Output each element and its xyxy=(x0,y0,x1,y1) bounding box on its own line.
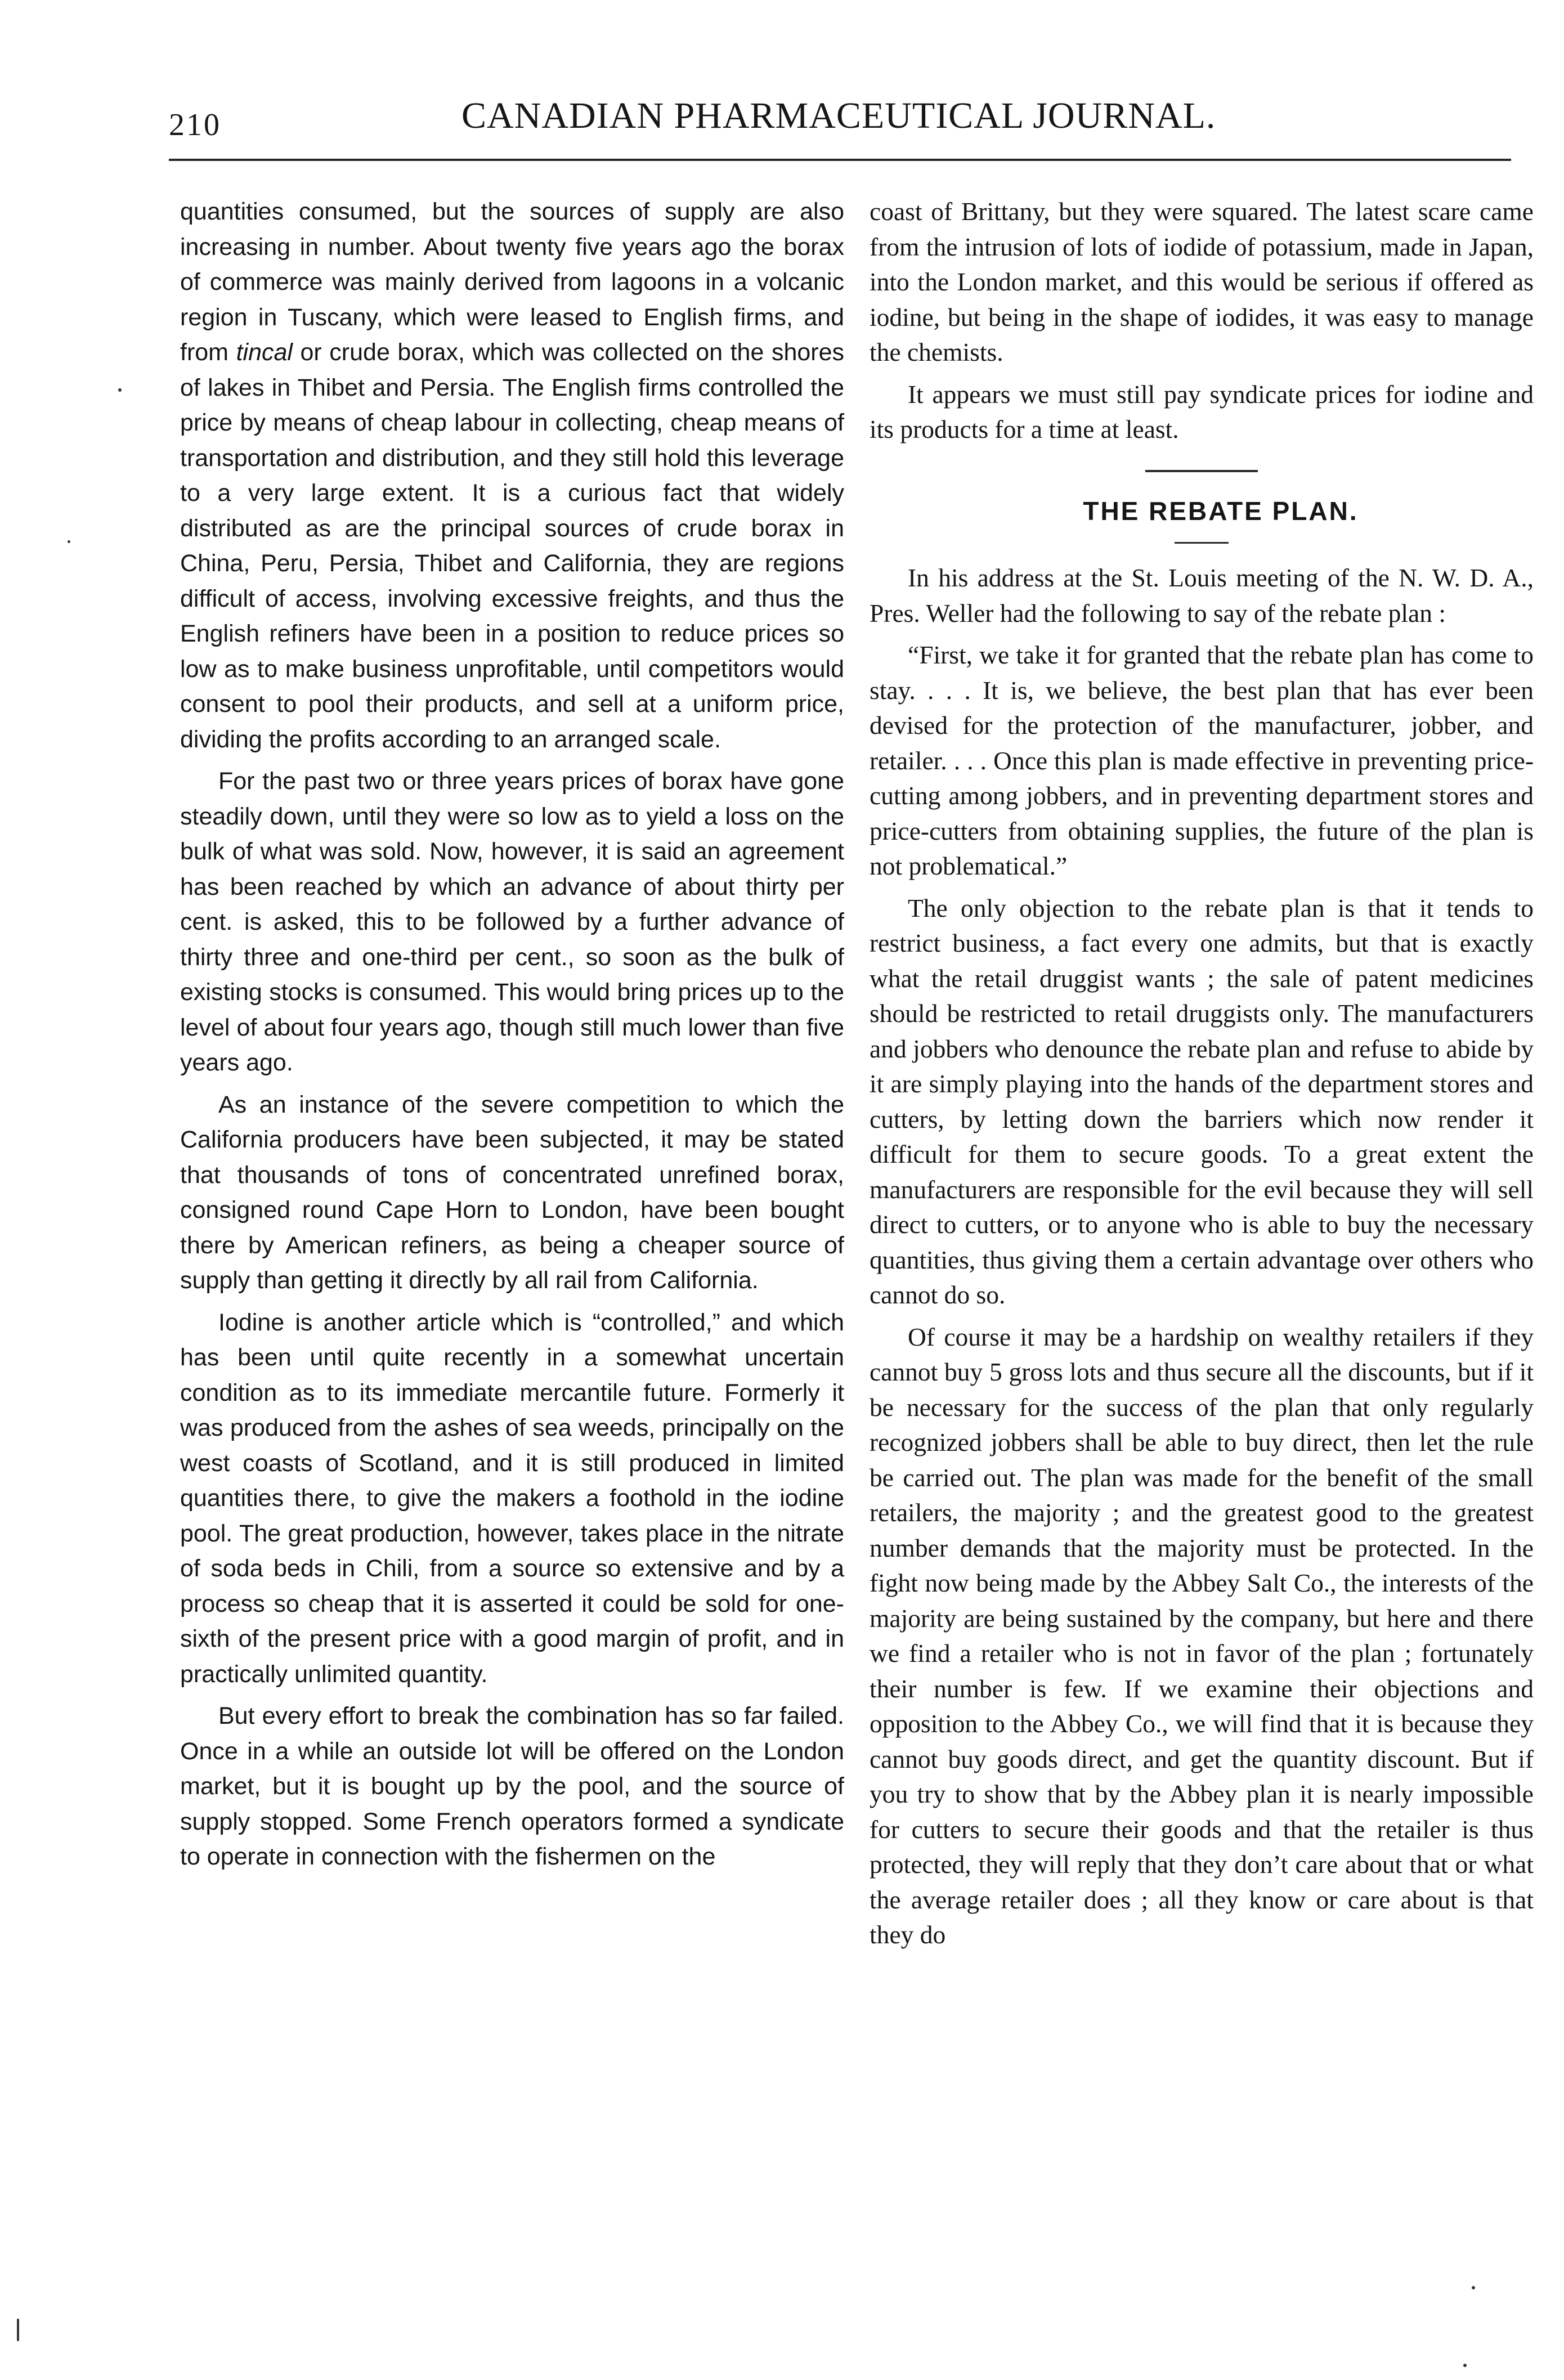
right-paragraph-4: “First, we take it for granted that the rebate plan has come to stay. . . . It is, we believe, the best plan that has ever been devised for the protection of the manufacturer, jobber, and retailer. . . . Once this plan is made effective in preventing price-cutting among jobbers, and in preventing department stores and price-cutters from obtaining supplies, the future of the plan is not problematical.” xyxy=(870,640,1534,880)
section-divider xyxy=(1145,470,1258,472)
left-paragraph-1-rest: or crude borax, which was collected on the shores of lakes in Thibet and Persia. The English firms controlled the price by means of cheap labour in collecting, cheap means of transportation and distribution, and they still hold this leverage to a very large extent. It is a curious fact that widely distributed as are the principal sources of crude borax in China, Peru, Persia, Thibet and California, they are regions difficult of access, involving excessive freights, and thus the English refiners have been in a position to reduce prices so low as to make business unprofitable, until competitors would consent to pool their products, and sell at a uniform price, dividing the profits according to an arranged scale. xyxy=(180,339,845,753)
right-paragraph-1: coast of Brittany, but they were squared. The latest scare came from the intrusion of lots of iodide of potassium, made in Japan, into the London market, and this would be serious if offered as iodine, but being in the shape of iodides, it was easy to manage the chemists. xyxy=(870,197,1534,366)
left-paragraph-1-start: quantities consumed, but the sources of supply are also increasing in number. About twenty five years ago the borax of commerce was mainly derived from lagoons in a volcanic region in Tuscany, which were leased to English firms, and from xyxy=(180,198,844,366)
right-paragraph-6: Of course it may be a hardship on wealthy retailers if they cannot buy 5 gross lots and thus secure all the discounts, but if it be necessary for the success of the plan that only regularly recognized jobbers shall be able to buy direct, then let the rule be carried out. The plan was made for the benefit of the small retailers, the majority ; and the greatest good to the greatest number demands that the majority must be protected. In the fight now being made by the Abbey Salt Co., the interests of the majority are being sustained by the company, but here and there we find a retailer who is not in favor of the plan ; fortunately their number is few. If we examine their objections and opposition to the Abbey Co., we will find that it is because they cannot buy goods direct, and get the quantity discount. But if you try to show that by the Abbey plan it is nearly impossible for cutters to secure their goods and that the retailer is thus protected, they will reply that they don’t care about that or what the average retailer does ; all they know or care about is that they do xyxy=(870,1322,1534,1949)
left-paragraph-2: For the past two or three years prices of borax have gone steadily down, until they were so low as to yield a loss on the bulk of what was sold. Now, however, it is said an agreement has been reached by which an advance of about thirty per cent. is asked, this to be followed by a further advance of thirty three and one-third per cent., so soon as the bulk of existing stocks is consumed. This would bring prices up to the level of about four years ago, though still much lower than five years ago. xyxy=(180,768,844,1076)
print-speck xyxy=(68,540,70,543)
print-speck xyxy=(1472,2286,1475,2289)
journal-title: CANADIAN PHARMACEUTICAL JOURNAL. xyxy=(461,95,1216,136)
left-paragraph-5: But every effort to break the combination has so far failed. Once in a while an outside lot will be offered on the London market, but it is bought up by the pool, and the source of supply stopped. Some French operators formed a syndicate to operate in connection with the fishermen on the xyxy=(180,1702,844,1870)
print-speck xyxy=(17,2319,19,2341)
print-speck xyxy=(118,388,122,392)
page-number: 210 xyxy=(169,107,221,142)
print-speck xyxy=(1463,2364,1467,2367)
left-paragraph-1 xyxy=(180,194,844,757)
left-column xyxy=(180,194,844,1881)
right-column xyxy=(870,194,1534,1960)
section-title: THE REBATE PLAN. xyxy=(1083,496,1359,526)
left-paragraph-3: As an instance of the severe competition to which the California producers have been subjected, it may be stated that thousands of tons of concentrated unrefined borax, consigned round Cape Horn to London, have been bought there by American refiners, as being a cheaper source of supply than getting it directly by all rail from California. xyxy=(180,1091,844,1294)
tincal-italic: tincal xyxy=(236,339,293,366)
title-underline xyxy=(1175,542,1229,544)
right-paragraph-5: The only objection to the rebate plan is that it tends to restrict business, a fact every one admits, but that is exactly what the retail druggist wants ; the sale of patent medicines should be restricted to retail druggists only. The manufacturers and jobbers who denounce the rebate plan and refuse to abide by it are simply playing into the hands of the department stores and cutters, by letting down the barriers which now render it difficult for them to secure goods. To a great extent the manufacturers are responsible for the evil because they will sell direct to cutters, or to anyone who is able to buy the necessary quantities, thus giving them a certain advantage over others who cannot do so. xyxy=(870,893,1534,1309)
right-paragraph-3: In his address at the St. Louis meeting of the N. W. D. A., Pres. Weller had the following to say of the rebate plan : xyxy=(870,563,1534,628)
header-rule xyxy=(169,159,1511,161)
right-paragraph-2: It appears we must still pay syndicate prices for iodine and its products for a time at least. xyxy=(870,379,1534,443)
left-paragraph-4: Iodine is another article which is “controlled,” and which has been until quite recently in a somewhat uncertain condition as to its immediate mercantile future. Formerly it was produced from the ashes of sea weeds, principally on the west coasts of Scotland, and it is still produced in limited quantities there, to give the makers a foothold in the iodine pool. The great production, however, takes place in the nitrate of soda beds in Chili, from a source so extensive and by a process so cheap that it is asserted it could be sold for one-sixth of the present price with a good margin of profit, and in practically unlimited quantity. xyxy=(180,1308,844,1688)
